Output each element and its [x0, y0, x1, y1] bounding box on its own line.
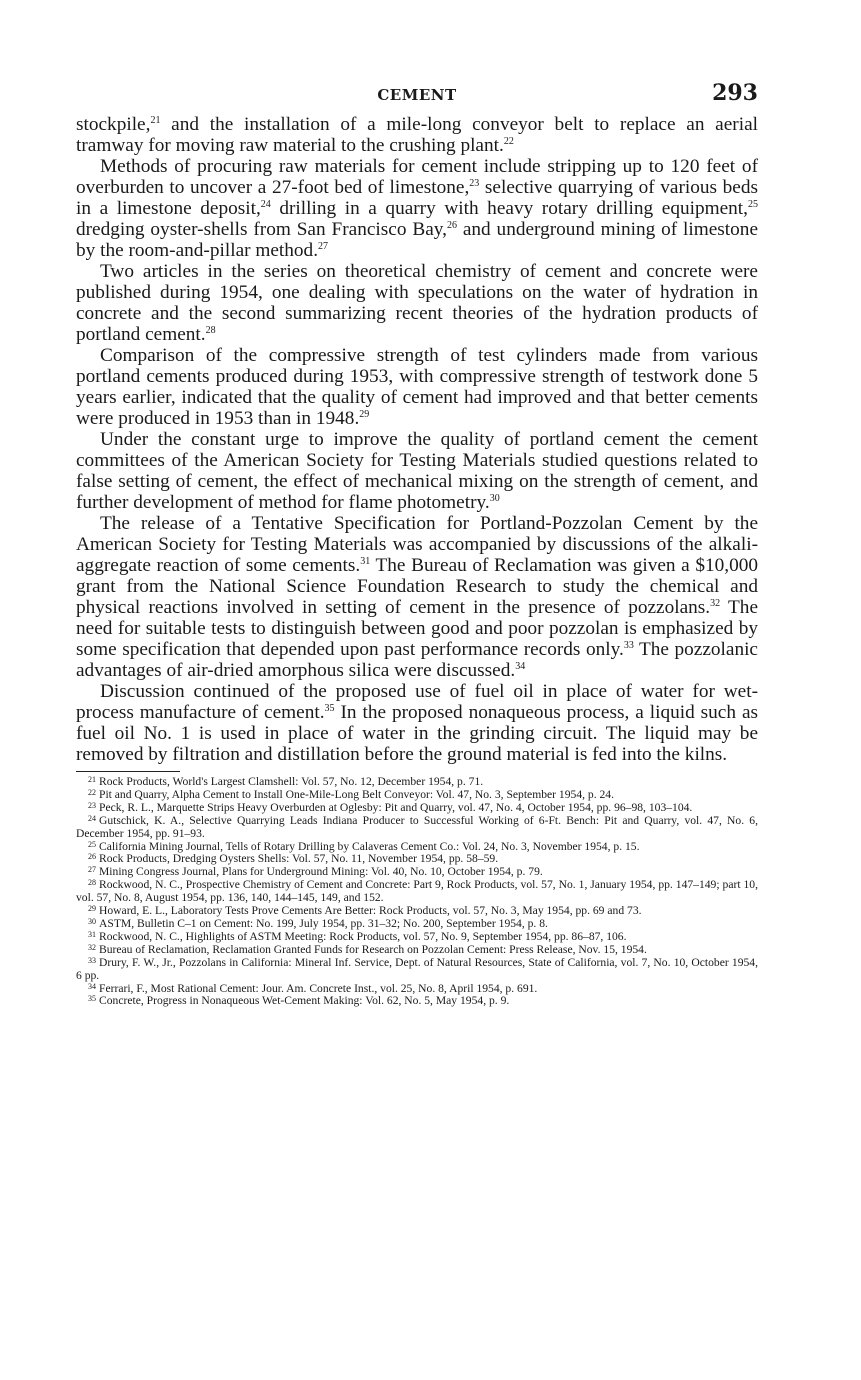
- page-number: 293: [712, 80, 758, 106]
- footnote-ref: 35: [324, 703, 335, 714]
- footnote-number: 33: [88, 955, 96, 965]
- paragraph-text: Two articles in the series on theoretical chemistry of cement and concrete were published during 1954, one dealing with speculations on the water of hydration in concrete and the second summarizing recent theories of the hydration products of portland cement.: [76, 261, 758, 345]
- footnote-text: California Mining Journal, Tells of Rotary Drilling by Calaveras Cement Co.: Vol. 24, No. 3, November 1954, p. 15.: [99, 839, 640, 853]
- footnote-number: 22: [88, 787, 96, 797]
- footnote-divider: [76, 771, 180, 772]
- paragraph-text: In the proposed nonaqueous process, a liquid such as fuel oil No. 1 is used in place of water in the grinding circuit. The liquid may be removed by filtration and distillation before the ground material is fed into the kilns.: [76, 702, 759, 765]
- body-text: [76, 114, 758, 765]
- paragraph-text: stockpile,: [76, 114, 151, 135]
- footnote-text: Rock Products, World's Largest Clamshell: Vol. 57, No. 12, December 1954, p. 71.: [99, 775, 484, 788]
- footnote-text: Bureau of Reclamation, Reclamation Granted Funds for Research on Pozzolan Cement: Press Release, Nov. 15, 1954.: [99, 942, 647, 956]
- footnote-ref: 32: [710, 598, 721, 609]
- body-paragraph: [76, 429, 758, 513]
- footnote-text: Rockwood, N. C., Prospective Chemistry of Cement and Concrete: Part 9, Rock Products, vol. 57, No. 1, January 1954, pp. 147–149; part 10, vol. 57, No. 8, August 1954, pp. 136, 140, 144–145, 149, and 152.: [76, 878, 758, 905]
- footnote-number: 32: [88, 942, 96, 952]
- running-header: [76, 80, 758, 112]
- footnote-ref: 26: [446, 220, 457, 231]
- footnote-ref: 29: [359, 409, 370, 420]
- footnote-ref: 25: [747, 199, 758, 210]
- footnote-number: 24: [88, 813, 96, 823]
- footnote: [76, 957, 758, 983]
- footnote-ref: 30: [489, 493, 500, 504]
- paragraph-text: The need for suitable tests to distinguish between good and poor pozzolan is emphasized by some specification that depended upon past performance records only.: [76, 597, 758, 660]
- page-content: [76, 80, 759, 1008]
- footnote-text: Gutschick, K. A., Selective Quarrying Leads Indiana Producer to Successful Working of 6-Ft. Bench: Pit and Quarry, vol. 47, No. 6, December 1954, pp. 91–93.: [76, 813, 758, 840]
- footnote: [76, 995, 758, 1008]
- footnote-number: 34: [88, 981, 96, 991]
- footnote-number: 29: [88, 904, 96, 914]
- body-paragraph: [76, 681, 758, 765]
- footnote-number: 25: [88, 839, 96, 849]
- footnote-ref: 21: [150, 115, 161, 126]
- footnote-number: 30: [88, 916, 96, 926]
- footnote-ref: 23: [469, 178, 480, 189]
- footnote-ref: 31: [360, 556, 371, 567]
- body-paragraph: [76, 345, 758, 429]
- paragraph-text: selective quarrying of various beds in a limestone deposit,: [76, 177, 758, 219]
- footnote-number: 28: [88, 878, 96, 888]
- footnote-number: 23: [88, 800, 96, 810]
- footnote: [76, 879, 758, 905]
- body-paragraph: [76, 513, 758, 681]
- footnote-text: Pit and Quarry, Alpha Cement to Install One-Mile-Long Belt Conveyor: Vol. 47, No. 3, September 1954, p. 24.: [99, 787, 614, 801]
- footnote-ref: 24: [260, 199, 271, 210]
- footnote-text: Ferrari, F., Most Rational Cement: Jour. Am. Concrete Inst., vol. 25, No. 8, April 1954, p. 691.: [99, 981, 538, 995]
- paragraph-text: The Bureau of Reclamation was given a $10,000 grant from the National Science Foundation Research to study the chemical and physical reactions involved in setting of cement in the presence of pozzolans.: [76, 555, 758, 618]
- paragraph-text: dredging oyster-shells from San Francisco Bay,: [76, 219, 447, 240]
- paragraph-text: Comparison of the compressive strength of test cylinders made from various portland cements produced during 1953, with compressive strength of testwork done 5 years earlier, indicated that the quality of cement had improved and that better cements were produced in 1953 than in 1948.: [76, 345, 758, 429]
- footnote-text: Rock Products, Dredging Oysters Shells: Vol. 57, No. 11, November 1954, pp. 58–59.: [99, 852, 499, 866]
- body-paragraph: [76, 261, 758, 345]
- footnote-number: 31: [88, 929, 96, 939]
- paragraph-text: and underground mining of limestone by the room-and-pillar method.: [76, 219, 759, 261]
- paragraph-text: The release of a Tentative Specification for Portland-Pozzolan Cement by the American Society for Testing Materials was accompanied by discussions of the alkali-aggregate reaction of some cements.: [76, 513, 758, 576]
- footnote-text: Drury, F. W., Jr., Pozzolans in California: Mineral Inf. Service, Dept. of Natural Resources, State of California, vol. 7, No. 10, October 1954, 6 pp.: [76, 955, 758, 982]
- running-title: CEMENT: [377, 86, 457, 104]
- footnotes: [76, 776, 758, 1008]
- paragraph-text: The pozzolanic advantages of air-dried amorphous silica were discussed.: [76, 639, 758, 681]
- paragraph-text: Discussion continued of the proposed use of fuel oil in place of water for wet-process manufacture of cement.: [76, 681, 758, 723]
- body-paragraph: [76, 156, 758, 261]
- footnote-text: ASTM, Bulletin C–1 on Cement: No. 199, July 1954, pp. 31–32; No. 200, September 1954, p. 8.: [99, 916, 548, 930]
- paragraph-text: Under the constant urge to improve the quality of portland cement the cement committees of the American Society for Testing Materials studied questions related to false setting of cement, the effect of mechanical mixing on the strength of cement, and further development of method for flame photometry.: [76, 429, 758, 513]
- footnote-ref: 22: [503, 136, 514, 147]
- footnote-number: 27: [88, 865, 96, 875]
- footnote-ref: 34: [515, 661, 526, 672]
- footnote-text: Peck, R. L., Marquette Strips Heavy Overburden at Oglesby: Pit and Quarry, vol. 47, No. 4, October 1954, pp. 96–98, 103–104.: [99, 800, 693, 814]
- footnote-text: Rockwood, N. C., Highlights of ASTM Meeting: Rock Products, vol. 57, No. 9, September 1954, pp. 86–87, 106.: [99, 929, 627, 943]
- footnote-ref: 33: [623, 640, 634, 651]
- footnote-text: Howard, E. L., Laboratory Tests Prove Cements Are Better: Rock Products, vol. 57, No. 3, May 1954, pp. 69 and 73.: [99, 904, 642, 918]
- footnote-text: Concrete, Progress in Nonaqueous Wet-Cement Making: Vol. 62, No. 5, May 1954, p. 9.: [99, 994, 510, 1008]
- footnote-number: 35: [88, 994, 96, 1004]
- paragraph-text: Methods of procuring raw materials for cement include stripping up to 120 feet of overburden to uncover a 27-foot bed of limestone,: [76, 156, 758, 198]
- footnote-number: 21: [88, 775, 96, 784]
- footnote: [76, 815, 758, 841]
- footnote-text: Mining Congress Journal, Plans for Underground Mining: Vol. 40, No. 10, October 1954, p. 79.: [99, 865, 543, 879]
- footnote-ref: 27: [318, 241, 329, 252]
- footnote-number: 26: [88, 852, 96, 862]
- paragraph-text: and the installation of a mile-long conveyor belt to replace an aerial tramway for moving raw material to the crushing plant.: [76, 114, 758, 156]
- paragraph-text: drilling in a quarry with heavy rotary drilling equipment,: [270, 198, 748, 219]
- footnote-ref: 28: [205, 325, 216, 336]
- body-paragraph: [76, 114, 758, 156]
